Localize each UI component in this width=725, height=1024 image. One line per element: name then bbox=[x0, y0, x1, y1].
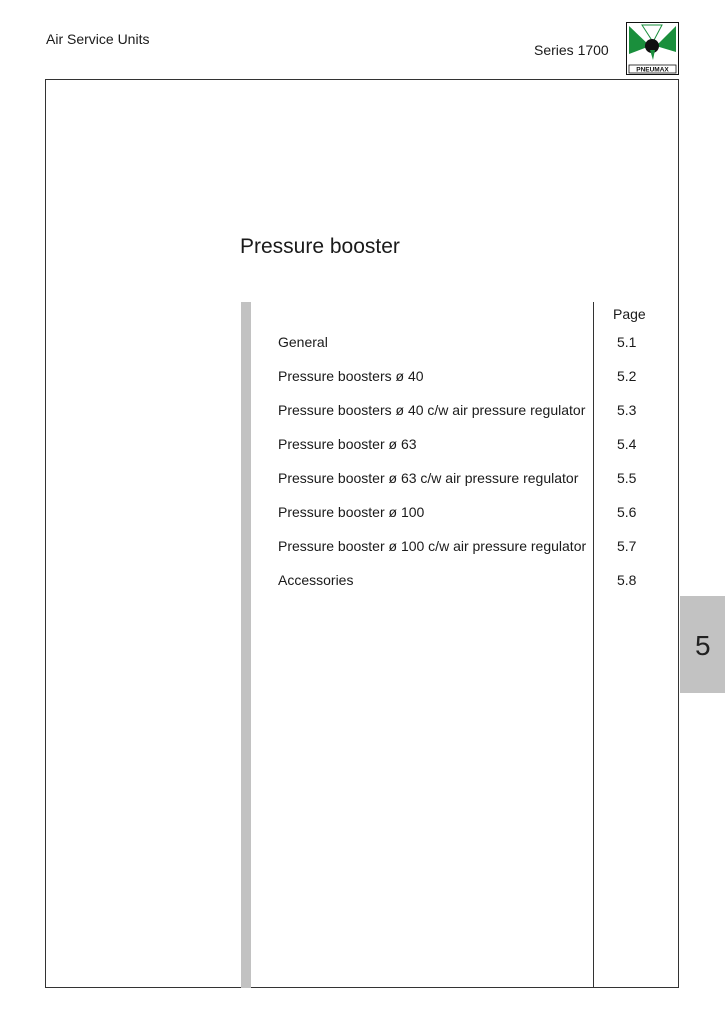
document-category: Air Service Units bbox=[46, 31, 150, 47]
toc-row[interactable] bbox=[278, 504, 658, 524]
toc-label: General bbox=[278, 334, 328, 350]
chapter-tab[interactable] bbox=[680, 596, 725, 693]
chapter-tab-number: 5 bbox=[695, 630, 711, 661]
toc-page-number: 5.1 bbox=[617, 334, 637, 350]
toc-page-number: 5.8 bbox=[617, 572, 637, 588]
toc-label: Pressure boosters ø 40 bbox=[278, 368, 424, 384]
toc-label: Pressure boosters ø 40 c/w air pressure regulator bbox=[278, 402, 586, 418]
section-title: Pressure booster bbox=[240, 235, 400, 258]
toc-row[interactable] bbox=[278, 334, 658, 354]
toc-row[interactable] bbox=[278, 572, 658, 592]
toc-page-number: 5.7 bbox=[617, 538, 637, 554]
toc-page-number: 5.4 bbox=[617, 436, 637, 452]
toc-label: Pressure booster ø 100 bbox=[278, 504, 425, 520]
toc-page-number: 5.2 bbox=[617, 368, 637, 384]
content-frame bbox=[45, 79, 679, 988]
section-sidebar-bar bbox=[241, 302, 251, 988]
toc-page-number: 5.3 bbox=[617, 402, 637, 418]
pneumax-logo bbox=[626, 22, 679, 75]
toc-row[interactable] bbox=[278, 436, 658, 456]
toc-row[interactable] bbox=[278, 470, 658, 490]
toc-label: Pressure booster ø 100 c/w air pressure regulator bbox=[278, 538, 587, 554]
toc-row[interactable] bbox=[278, 538, 658, 558]
toc-page-number: 5.5 bbox=[617, 470, 637, 486]
series-label: Series 1700 bbox=[534, 42, 609, 58]
page-column-heading: Page bbox=[613, 306, 646, 322]
toc-label: Pressure booster ø 63 bbox=[278, 436, 417, 452]
logo-wordmark: PNEUMAX bbox=[636, 66, 669, 74]
toc-label: Accessories bbox=[278, 572, 354, 588]
toc-row[interactable] bbox=[278, 368, 658, 388]
toc-page-number: 5.6 bbox=[617, 504, 637, 520]
toc-row[interactable] bbox=[278, 402, 658, 422]
toc-label: Pressure booster ø 63 c/w air pressure regulator bbox=[278, 470, 579, 486]
